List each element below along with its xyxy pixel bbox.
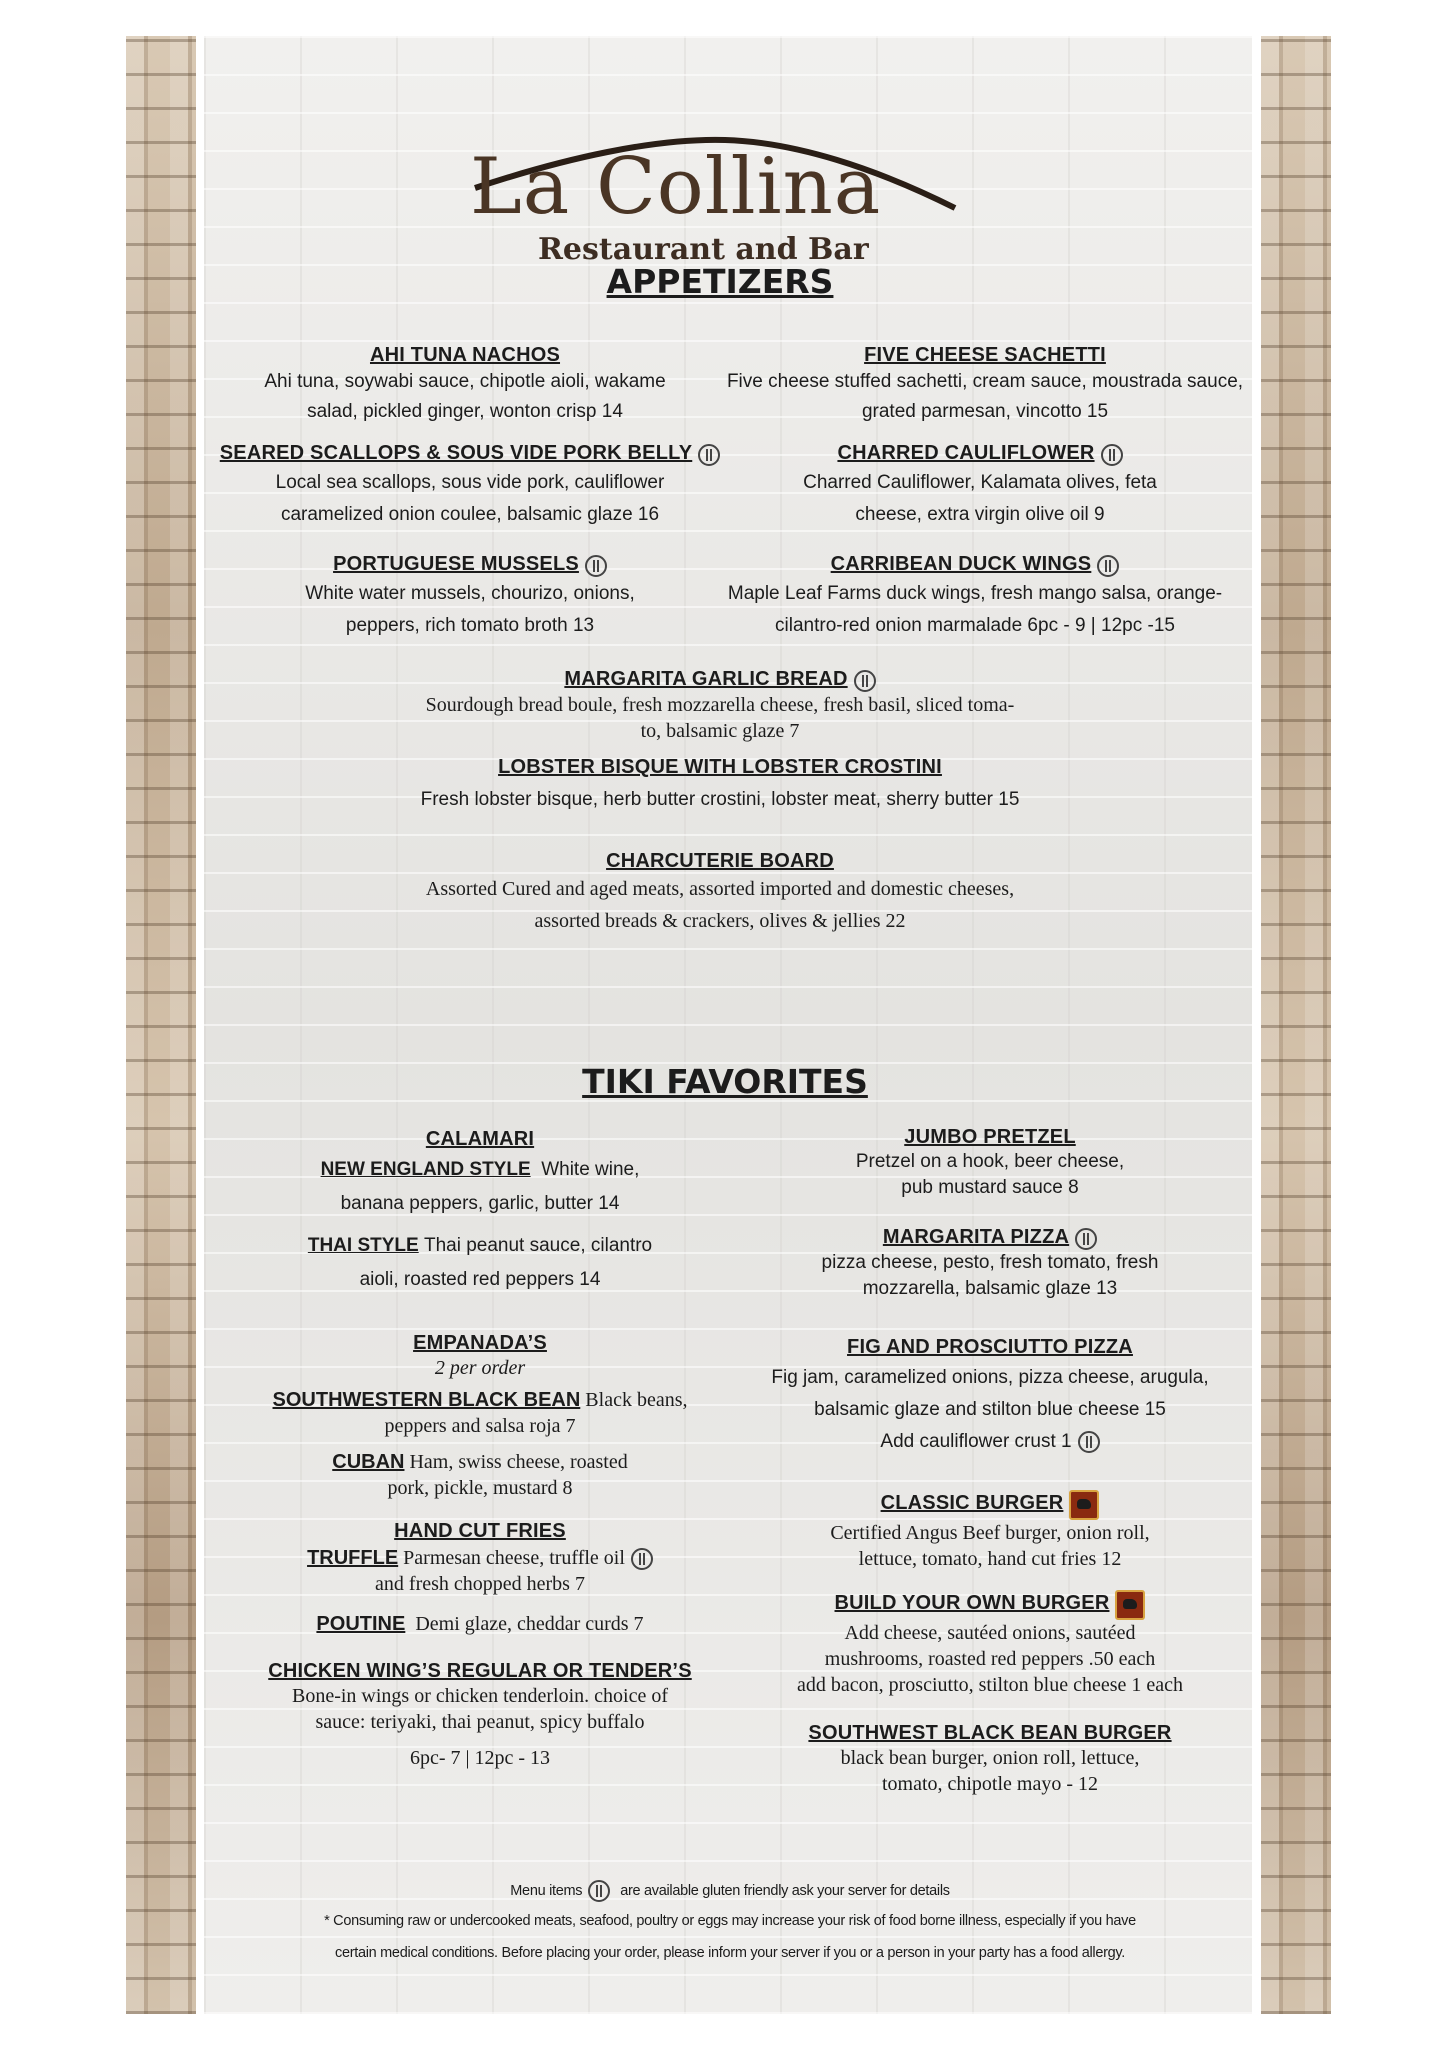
certified-angus-beef-icon bbox=[1115, 1590, 1145, 1620]
five-cheese-sachetti bbox=[725, 344, 1245, 427]
gluten-free-icon bbox=[1097, 555, 1119, 577]
item-name: CARRIBEAN DUCK WINGS bbox=[830, 553, 1092, 575]
item-desc: sauce: teriyaki, thai peanut, spicy buffalo bbox=[315, 1711, 645, 1733]
charred-cauliflower bbox=[740, 442, 1220, 530]
item-name: MARGARITA GARLIC BREAD bbox=[564, 668, 848, 690]
chicken-wings bbox=[230, 1660, 730, 1771]
item-name: SEARED SCALLOPS & SOUS VIDE PORK BELLY bbox=[219, 442, 693, 464]
item-desc: salad, pickled ginger, wonton crisp 14 bbox=[307, 401, 623, 422]
item-name: JUMBO PRETZEL bbox=[904, 1126, 1076, 1148]
item-desc: pub mustard sauce 8 bbox=[901, 1177, 1079, 1198]
item-desc: Certified Angus Beef burger, onion roll, bbox=[830, 1522, 1150, 1544]
footer-text: are available gluten friendly ask your server for details bbox=[620, 1882, 950, 1899]
hand-cut-fries bbox=[240, 1520, 720, 1637]
variant-label: NEW ENGLAND STYLE bbox=[320, 1159, 531, 1180]
gluten-free-icon bbox=[1101, 444, 1123, 466]
item-desc: Local sea scallops, sous vide pork, cauliflower bbox=[275, 471, 665, 493]
ahi-tuna-nachos bbox=[220, 344, 710, 427]
seared-scallops bbox=[210, 442, 730, 530]
classic-burger bbox=[755, 1490, 1225, 1572]
item-name: FIVE CHEESE SACHETTI bbox=[864, 344, 1106, 366]
variant-label: TRUFFLE bbox=[307, 1547, 399, 1569]
item-desc: Ahi tuna, soywabi sauce, chipotle aioli, wakame bbox=[264, 371, 666, 392]
item-name: CHICKEN WING’S REGULAR OR TENDER’S bbox=[268, 1660, 692, 1682]
footer-text: Menu items bbox=[510, 1882, 583, 1899]
item-desc: cilantro-red onion marmalade 6pc - 9 | 12pc -15 bbox=[775, 614, 1175, 636]
item-desc: Black beans, bbox=[585, 1389, 688, 1411]
item-name: AHI TUNA NACHOS bbox=[369, 344, 561, 366]
build-your-own-burger bbox=[740, 1590, 1240, 1698]
jumbo-pretzel bbox=[760, 1126, 1220, 1201]
variant-label: POUTINE bbox=[316, 1613, 406, 1635]
item-desc: pizza cheese, pesto, fresh tomato, fresh bbox=[821, 1251, 1159, 1273]
item-desc: Fig jam, caramelized onions, pizza cheese, arugula, bbox=[771, 1367, 1209, 1388]
item-desc: add bacon, prosciutto, stilton blue cheese 1 each bbox=[797, 1674, 1183, 1696]
logo-tagline: Restaurant and Bar bbox=[538, 232, 869, 267]
gluten-free-icon bbox=[854, 670, 876, 692]
item-name: BUILD YOUR OWN BURGER bbox=[834, 1592, 1110, 1615]
item-desc: peppers and salsa roja 7 bbox=[384, 1415, 576, 1437]
variant-label: THAI STYLE bbox=[307, 1235, 419, 1256]
gluten-free-icon bbox=[631, 1548, 653, 1570]
item-desc: Pretzel on a hook, beer cheese, bbox=[855, 1151, 1125, 1172]
gluten-free-note bbox=[260, 1880, 1200, 1902]
item-name: PORTUGUESE MUSSELS bbox=[333, 553, 579, 575]
item-desc: White water mussels, chourizo, onions, bbox=[305, 582, 635, 604]
tiki-favorites-title: TIKI FAVORITES bbox=[582, 1062, 868, 1101]
item-desc: Sourdough bread boule, fresh mozzarella cheese, fresh basil, sliced toma- bbox=[425, 693, 1015, 716]
item-name: FIG AND PROSCIUTTO PIZZA bbox=[847, 1336, 1133, 1358]
stone-border-left bbox=[126, 36, 196, 2014]
item-name: CALAMARI bbox=[425, 1128, 535, 1150]
item-desc: and fresh chopped herbs 7 bbox=[375, 1573, 585, 1595]
item-name: EMPANADA’S bbox=[413, 1332, 547, 1354]
item-note: 2 per order bbox=[434, 1357, 526, 1379]
item-name: CLASSIC BURGER bbox=[880, 1492, 1064, 1515]
item-desc: mushrooms, roasted red peppers .50 each bbox=[824, 1648, 1156, 1670]
item-desc: cheese, extra virgin olive oil 9 bbox=[855, 503, 1105, 525]
item-desc: caramelized onion coulee, balsamic glaze 16 bbox=[280, 503, 660, 525]
logo-name: La Collina bbox=[470, 142, 882, 232]
item-desc: White wine, bbox=[541, 1159, 640, 1180]
item-desc: Bone-in wings or chicken tenderloin. choice of bbox=[292, 1685, 668, 1707]
item-desc: Five cheese stuffed sachetti, cream sauce, moustrada sauce, bbox=[726, 371, 1244, 392]
gluten-free-icon bbox=[1075, 1228, 1097, 1250]
item-desc: assorted breads & crackers, olives & jellies 22 bbox=[534, 910, 906, 932]
carribean-duck-wings bbox=[725, 553, 1225, 641]
appetizers-title: APPETIZERS bbox=[606, 262, 834, 301]
item-name: CHARRED CAULIFLOWER bbox=[837, 442, 1095, 464]
lobster-bisque bbox=[350, 756, 1090, 815]
gluten-free-icon bbox=[698, 444, 720, 466]
variant-label: CUBAN bbox=[332, 1451, 405, 1473]
item-name: CHARCUTERIE BOARD bbox=[606, 850, 834, 872]
allergy-disclaimer-line2: certain medical conditions. Before placing your order, please inform your server if you or a person in your party has a food allergy. bbox=[335, 1945, 1125, 1961]
item-name: LOBSTER BISQUE WITH LOBSTER CROSTINI bbox=[498, 756, 942, 778]
item-desc: Demi glaze, cheddar curds 7 bbox=[415, 1613, 644, 1635]
item-desc: Thai peanut sauce, cilantro bbox=[423, 1235, 653, 1256]
item-desc: peppers, rich tomato broth 13 bbox=[345, 614, 595, 636]
item-desc: Charred Cauliflower, Kalamata olives, feta bbox=[803, 471, 1157, 493]
fig-prosciutto-pizza bbox=[745, 1336, 1235, 1457]
item-desc: pork, pickle, mustard 8 bbox=[387, 1477, 573, 1499]
item-name: MARGARITA PIZZA bbox=[882, 1226, 1070, 1248]
item-desc: to, balsamic glaze 7 bbox=[640, 719, 800, 742]
gluten-free-icon bbox=[585, 555, 607, 577]
empanadas bbox=[240, 1332, 720, 1501]
item-desc: balsamic glaze and stilton blue cheese 15 bbox=[814, 1399, 1166, 1420]
charcuterie-board bbox=[330, 850, 1110, 937]
gluten-free-icon bbox=[588, 1880, 610, 1902]
item-desc: banana peppers, garlic, butter 14 bbox=[340, 1193, 620, 1214]
item-desc: aioli, roasted red peppers 14 bbox=[359, 1269, 601, 1290]
item-desc: black bean burger, onion roll, lettuce, bbox=[840, 1747, 1140, 1769]
item-desc: Fresh lobster bisque, herb butter crostini, lobster meat, sherry butter 15 bbox=[420, 789, 1020, 810]
item-name: HAND CUT FRIES bbox=[394, 1520, 566, 1542]
variant-label: SOUTHWESTERN BLACK BEAN bbox=[272, 1389, 581, 1411]
item-desc: Parmesan cheese, truffle oil bbox=[403, 1547, 625, 1569]
item-desc: Maple Leaf Farms duck wings, fresh mango salsa, orange- bbox=[727, 582, 1223, 604]
calamari bbox=[260, 1128, 700, 1295]
item-desc: Ham, swiss cheese, roasted bbox=[409, 1451, 628, 1473]
stone-border-right bbox=[1261, 36, 1331, 2014]
margarita-garlic-bread bbox=[350, 668, 1090, 744]
allergy-disclaimer-line1: * Consuming raw or undercooked meats, seafood, poultry or eggs may increase your risk of food borne illness, especially if you have bbox=[324, 1913, 1136, 1929]
certified-angus-beef-icon bbox=[1069, 1490, 1099, 1520]
item-desc: 6pc- 7 | 12pc - 13 bbox=[409, 1747, 551, 1769]
item-desc: tomato, chipotle mayo - 12 bbox=[881, 1773, 1099, 1795]
item-desc: mozzarella, balsamic glaze 13 bbox=[862, 1277, 1118, 1299]
item-desc: lettuce, tomato, hand cut fries 12 bbox=[858, 1548, 1122, 1570]
portuguese-mussels bbox=[230, 553, 710, 641]
gluten-free-icon bbox=[1078, 1431, 1100, 1453]
item-desc: Add cauliflower crust 1 bbox=[880, 1431, 1072, 1452]
item-name: SOUTHWEST BLACK BEAN BURGER bbox=[808, 1722, 1172, 1744]
item-desc: Assorted Cured and aged meats, assorted imported and domestic cheeses, bbox=[425, 878, 1015, 900]
margarita-pizza bbox=[760, 1226, 1220, 1302]
item-desc: grated parmesan, vincotto 15 bbox=[861, 401, 1109, 422]
item-desc: Add cheese, sautéed onions, sautéed bbox=[844, 1622, 1136, 1644]
southwest-black-bean-burger bbox=[755, 1722, 1225, 1797]
